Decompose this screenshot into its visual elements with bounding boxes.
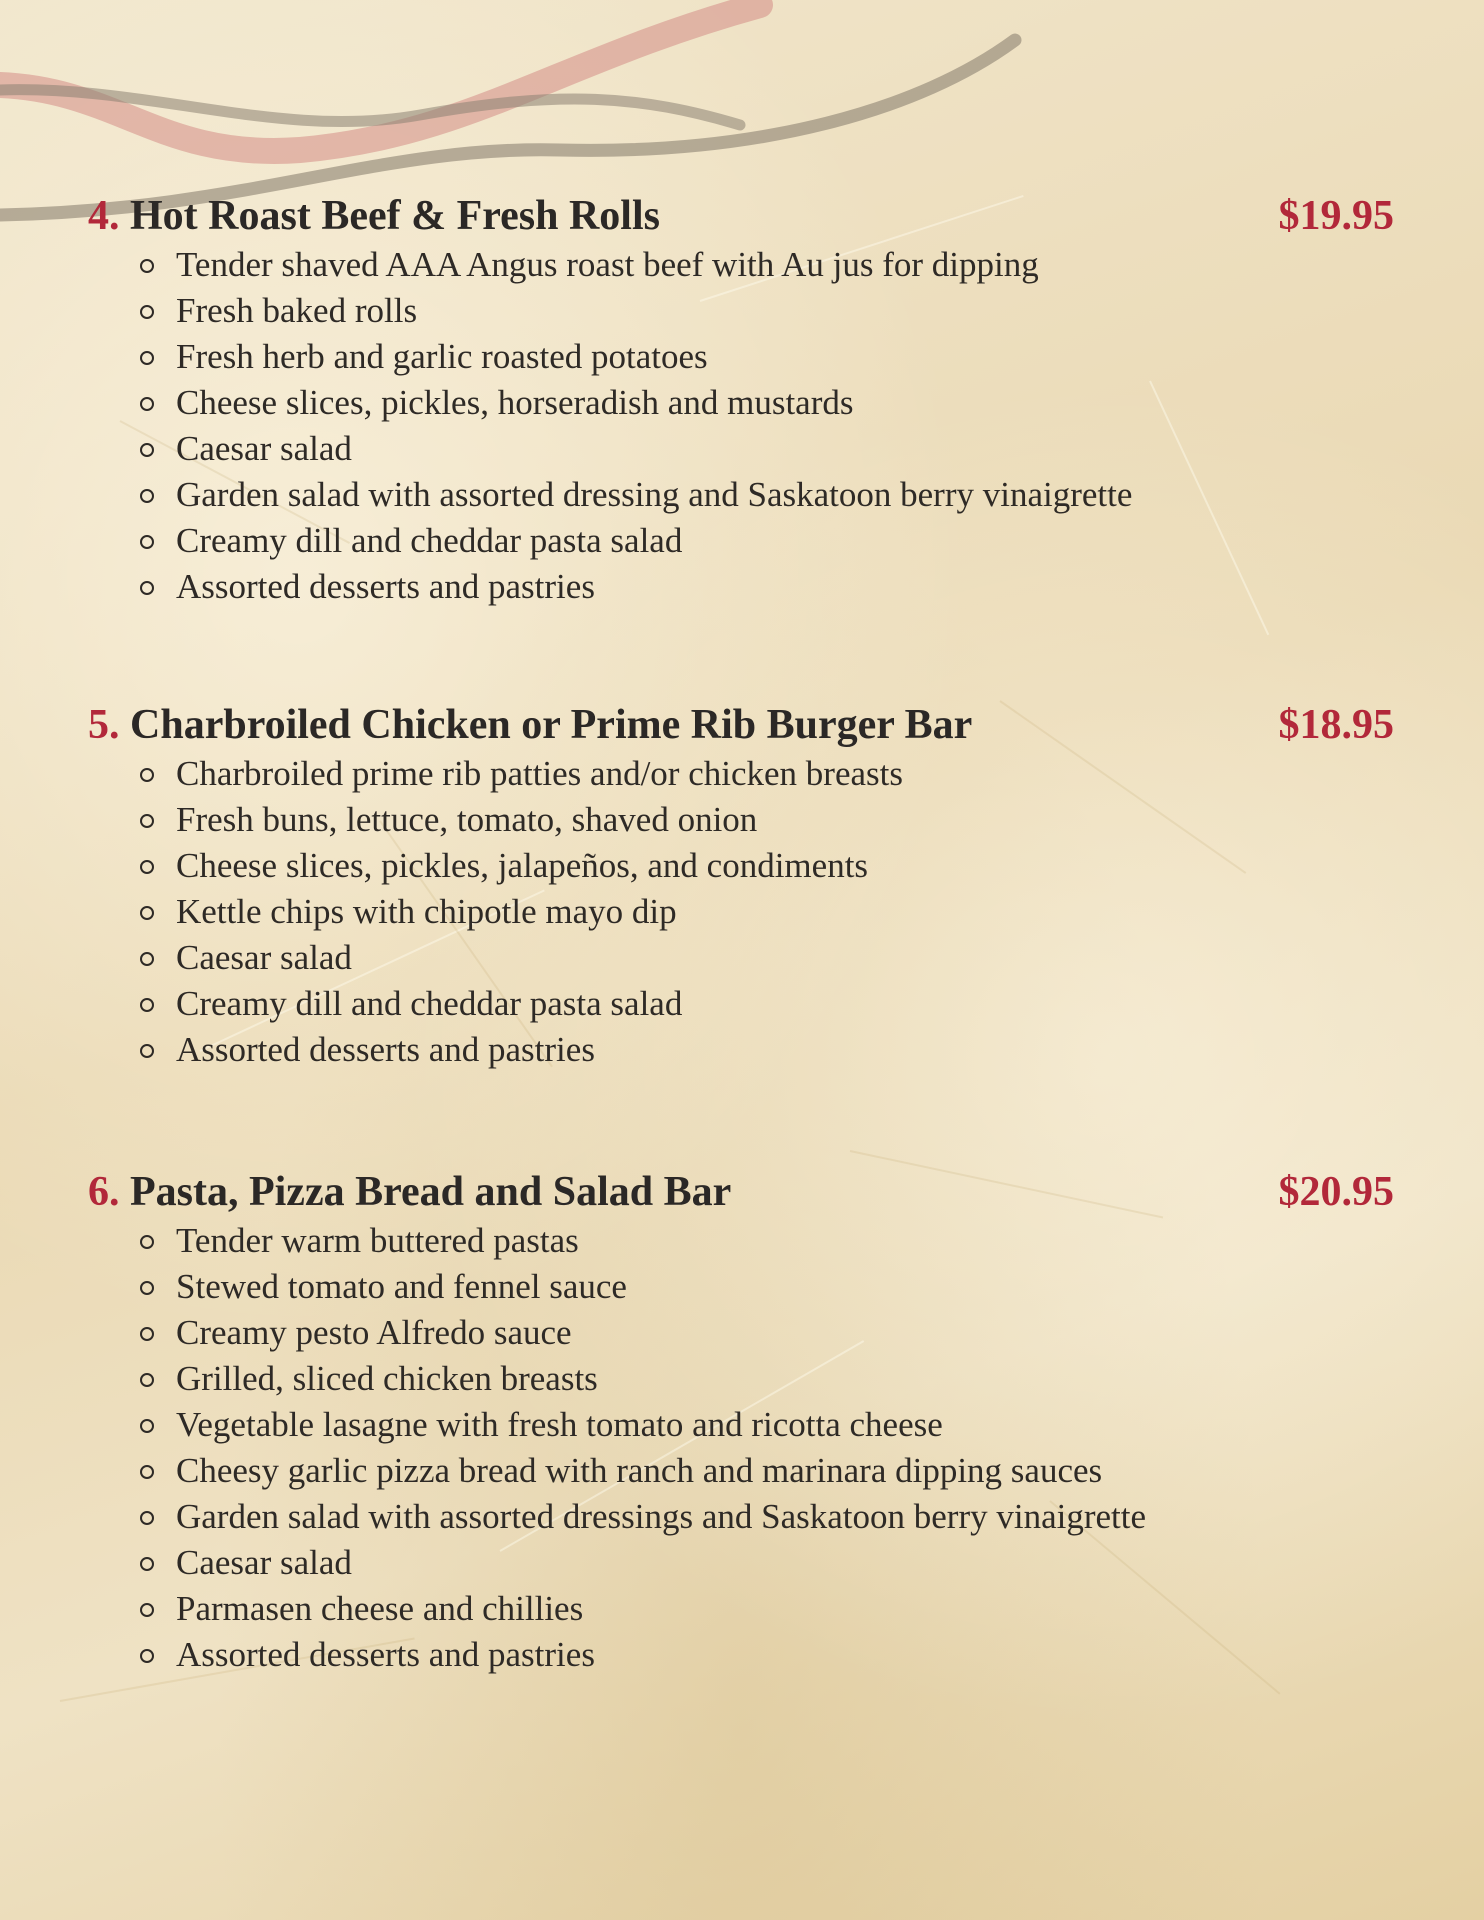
item-text: Tender warm buttered pastas [176, 1221, 579, 1260]
circle-bullet-icon [140, 860, 154, 874]
section-title [88, 190, 660, 242]
circle-bullet-icon [140, 768, 154, 782]
section-title [88, 1166, 731, 1218]
item-text: Fresh baked rolls [176, 291, 418, 330]
list-item [140, 426, 1394, 472]
list-item [140, 981, 1394, 1027]
section-price: $19.95 [1278, 193, 1394, 239]
list-item [140, 1494, 1394, 1540]
circle-bullet-icon [140, 489, 154, 503]
circle-bullet-icon [140, 1044, 154, 1058]
circle-bullet-icon [140, 581, 154, 595]
circle-bullet-icon [140, 1603, 154, 1617]
list-item [140, 1310, 1394, 1356]
item-text: Stewed tomato and fennel sauce [176, 1267, 627, 1306]
menu-section [88, 190, 1394, 610]
list-item [140, 1540, 1394, 1586]
circle-bullet-icon [140, 443, 154, 457]
item-text: Assorted desserts and pastries [176, 1635, 595, 1674]
item-text: Grilled, sliced chicken breasts [176, 1359, 598, 1398]
item-list [88, 751, 1394, 1073]
item-text: Fresh buns, lettuce, tomato, shaved onion [176, 800, 758, 839]
section-price: $18.95 [1278, 702, 1394, 748]
circle-bullet-icon [140, 814, 154, 828]
circle-bullet-icon [140, 351, 154, 365]
circle-bullet-icon [140, 1235, 154, 1249]
list-item [140, 1264, 1394, 1310]
circle-bullet-icon [140, 1465, 154, 1479]
list-item [140, 1027, 1394, 1073]
item-text: Creamy dill and cheddar pasta salad [176, 984, 683, 1023]
item-text: Assorted desserts and pastries [176, 567, 595, 606]
section-header [88, 1166, 1394, 1218]
item-text: Cheesy garlic pizza bread with ranch and marinara dipping sauces [176, 1451, 1103, 1490]
circle-bullet-icon [140, 305, 154, 319]
list-item [140, 472, 1394, 518]
section-price: $20.95 [1278, 1169, 1394, 1215]
list-item [140, 1632, 1394, 1678]
circle-bullet-icon [140, 1649, 154, 1663]
item-list [88, 1218, 1394, 1678]
list-item [140, 334, 1394, 380]
circle-bullet-icon [140, 952, 154, 966]
list-item [140, 564, 1394, 610]
item-text: Vegetable lasagne with fresh tomato and ricotta cheese [176, 1405, 943, 1444]
circle-bullet-icon [140, 1327, 154, 1341]
item-text: Cheese slices, pickles, jalapeños, and condiments [176, 846, 869, 885]
list-item [140, 843, 1394, 889]
item-text: Kettle chips with chipotle mayo dip [176, 892, 677, 931]
menu-section [88, 1166, 1394, 1678]
circle-bullet-icon [140, 1373, 154, 1387]
list-item [140, 1448, 1394, 1494]
circle-bullet-icon [140, 1281, 154, 1295]
section-name: Pasta, Pizza Bread and Salad Bar [130, 1169, 732, 1215]
item-text: Caesar salad [176, 1543, 352, 1582]
list-item [140, 380, 1394, 426]
item-text: Parmasen cheese and chillies [176, 1589, 584, 1628]
section-name: Hot Roast Beef & Fresh Rolls [130, 193, 660, 239]
list-item [140, 889, 1394, 935]
item-text: Garden salad with assorted dressing and Saskatoon berry vinaigrette [176, 475, 1133, 514]
item-text: Creamy pesto Alfredo sauce [176, 1313, 572, 1352]
section-title [88, 699, 972, 751]
circle-bullet-icon [140, 1419, 154, 1433]
item-text: Cheese slices, pickles, horseradish and mustards [176, 383, 854, 422]
list-item [140, 1356, 1394, 1402]
list-item [140, 1218, 1394, 1264]
circle-bullet-icon [140, 535, 154, 549]
circle-bullet-icon [140, 397, 154, 411]
list-item [140, 751, 1394, 797]
item-text: Caesar salad [176, 938, 352, 977]
section-number: 4. [88, 193, 120, 239]
circle-bullet-icon [140, 1557, 154, 1571]
section-header [88, 699, 1394, 751]
item-text: Creamy dill and cheddar pasta salad [176, 521, 683, 560]
circle-bullet-icon [140, 998, 154, 1012]
item-text: Charbroiled prime rib patties and/or chicken breasts [176, 754, 903, 793]
list-item [140, 242, 1394, 288]
list-item [140, 288, 1394, 334]
item-text: Caesar salad [176, 429, 352, 468]
item-text: Fresh herb and garlic roasted potatoes [176, 337, 708, 376]
list-item [140, 1586, 1394, 1632]
item-text: Garden salad with assorted dressings and Saskatoon berry vinaigrette [176, 1497, 1147, 1536]
list-item [140, 518, 1394, 564]
section-number: 5. [88, 702, 120, 748]
list-item [140, 1402, 1394, 1448]
list-item [140, 797, 1394, 843]
menu-section [88, 699, 1394, 1073]
section-header [88, 190, 1394, 242]
circle-bullet-icon [140, 1511, 154, 1525]
section-number: 6. [88, 1169, 120, 1215]
item-text: Assorted desserts and pastries [176, 1030, 595, 1069]
item-list [88, 242, 1394, 610]
circle-bullet-icon [140, 259, 154, 273]
item-text: Tender shaved AAA Angus roast beef with Au jus for dipping [176, 245, 1039, 284]
list-item [140, 935, 1394, 981]
circle-bullet-icon [140, 906, 154, 920]
section-name: Charbroiled Chicken or Prime Rib Burger Bar [130, 702, 973, 748]
